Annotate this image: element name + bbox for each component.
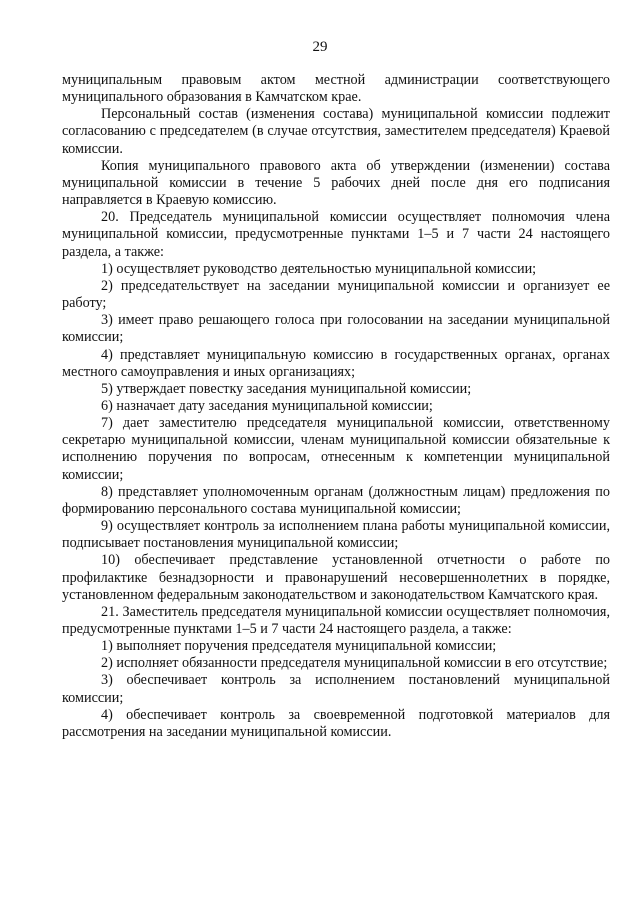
paragraph: Персональный состав (изменения состава) муниципальной комиссии подлежит согласованию с председателем (в случае отсутствия, заместителем председателя) Краевой комиссии. <box>62 106 610 157</box>
page-number: 29 <box>312 39 328 55</box>
paragraph: 7) дает заместителю председателя муниципальной комиссии, ответственному секретарю муниципальной комиссии, членам муниципальной комиссии обязательные к исполнению поручения по вопросам, отнесенным к компетенции муниципальной комиссии; <box>62 415 610 483</box>
paragraph: 4) обеспечивает контроль за своевременной подготовкой материалов для рассмотрения на заседании муниципальной комиссии. <box>62 706 610 740</box>
paragraph: 1) выполняет поручения председателя муниципальной комиссии; <box>101 638 497 655</box>
paragraph: 1) осуществляет руководство деятельностью муниципальной комиссии; <box>101 260 537 277</box>
paragraph: Копия муниципального правового акта об утверждении (изменении) состава муниципальной комиссии в течение 5 рабочих дней после дня его подписания направляется в Краевую комиссию. <box>62 157 610 209</box>
paragraph: 2) исполняет обязанности председателя муниципальной комиссии в его отсутствие; <box>101 655 608 672</box>
paragraph: 2) председательствует на заседании муниципальной комиссии и организует ее работу; <box>62 277 610 312</box>
paragraph: 6) назначает дату заседания муниципальной комиссии; <box>101 397 433 414</box>
paragraph: 21. Заместитель председателя муниципальной комиссии осуществляет полномочия, предусмотренные пунктами 1–5 и 7 части 24 настоящего раздела, а также: <box>62 603 610 637</box>
paragraph: 3) обеспечивает контроль за исполнением постановлений муниципальной комиссии; <box>62 672 610 706</box>
paragraph: 8) представляет уполномоченным органам (должностным лицам) предложения по формированию персонального состава муниципальной комиссии; <box>62 483 610 517</box>
paragraph: муниципальным правовым актом местной администрации соответствующего муниципального образования в Камчатском крае. <box>62 72 610 106</box>
document-body <box>62 72 610 741</box>
paragraph: 5) утверждает повестку заседания муниципальной комиссии; <box>101 380 472 397</box>
paragraph: 20. Председатель муниципальной комиссии осуществляет полномочия члена муниципальной комиссии, предусмотренные пунктами 1–5 и 7 части 24 настоящего раздела, а также: <box>62 209 610 260</box>
paragraph: 9) осуществляет контроль за исполнением плана работы муниципальной комиссии, подписывает постановления муниципальной комиссии; <box>62 518 610 552</box>
paragraph: 10) обеспечивает представление установленной отчетности о работе по профилактике безнадзорности и правонарушений несовершеннолетних в порядке, установленном федеральным законодательством и законодательством Камчатского края. <box>62 552 610 603</box>
paragraph: 4) представляет муниципальную комиссию в государственных органах, органах местного самоуправления и иных организациях; <box>62 346 610 380</box>
paragraph: 3) имеет право решающего голоса при голосовании на заседании муниципальной комиссии; <box>62 312 610 346</box>
